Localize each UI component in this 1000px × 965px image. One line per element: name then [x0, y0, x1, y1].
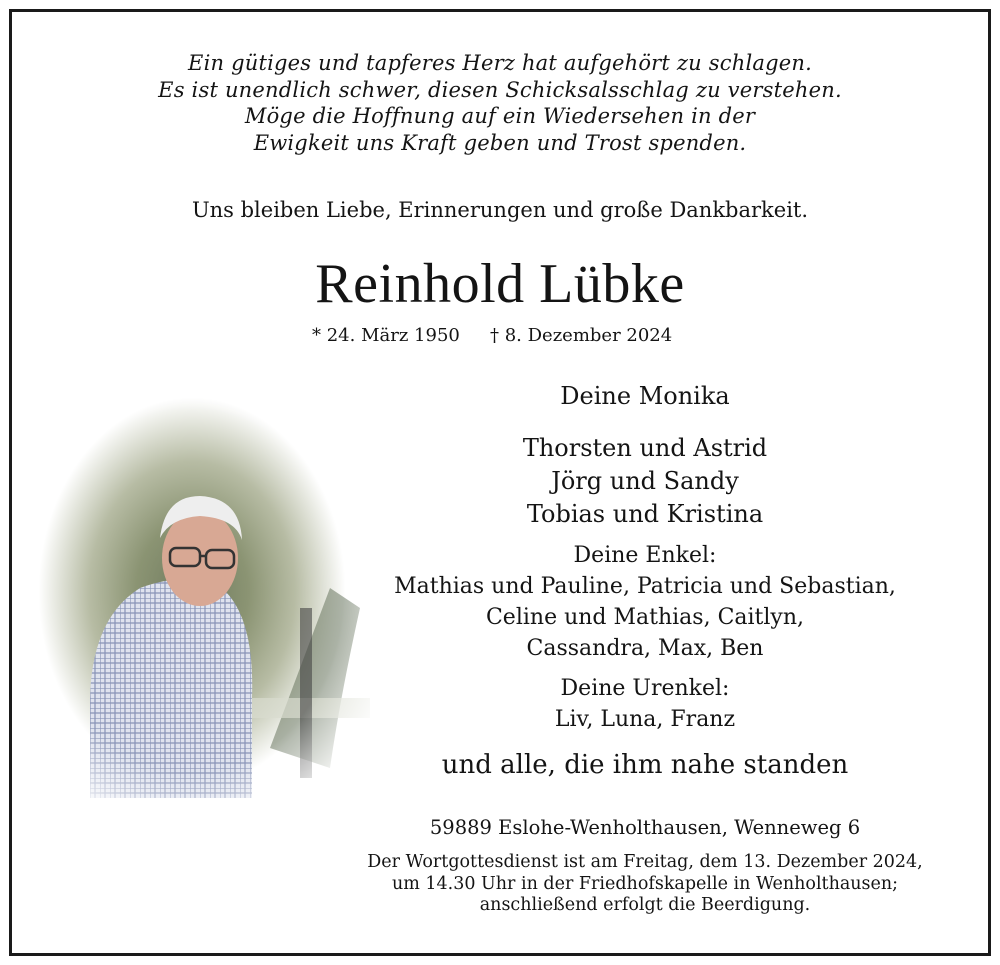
thanks-line: Uns bleiben Liebe, Erinnerungen und große Dankbarkeit. — [191, 198, 809, 222]
spouse-name: Deine Monika — [560, 382, 730, 410]
verse-line: Ewigkeit uns Kraft geben und Trost spenden. — [253, 130, 747, 155]
service-line: anschließend erfolgt die Beerdigung. — [479, 895, 811, 915]
address: 59889 Eslohe-Wenholthausen, Wenneweg 6 — [429, 816, 861, 839]
great-grandchildren-names: Liv, Luna, Franz — [554, 707, 736, 732]
memorial-verse — [0, 50, 1000, 156]
great-grandchildren-heading: Deine Urenkel: — [560, 676, 730, 701]
deceased-name: Reinhold Lübke — [315, 253, 685, 315]
children-list — [390, 432, 900, 531]
birth-date: * 24. März 1950 — [312, 325, 460, 346]
portrait-figure — [30, 368, 390, 798]
grandchildren-line: Celine und Mathias, Caitlyn, — [485, 605, 805, 630]
service-line: Der Wortgottesdienst ist am Freitag, dem 13. Dezember 2024, — [367, 852, 923, 872]
grandchildren-line: Cassandra, Max, Ben — [526, 636, 764, 661]
service-info — [300, 852, 990, 917]
child-couple: Jörg und Sandy — [551, 467, 739, 495]
death-date: † 8. Dezember 2024 — [490, 325, 673, 346]
child-couple: Thorsten und Astrid — [522, 434, 768, 462]
grandchildren-block — [390, 540, 900, 664]
verse-line: Möge die Hoffnung auf ein Wiedersehen in der — [244, 104, 756, 128]
grandchildren-heading: Deine Enkel: — [573, 543, 717, 568]
verse-line: Es ist unendlich schwer, diesen Schicksalsschlag zu verstehen. — [158, 77, 842, 102]
closing-line: und alle, die ihm nahe standen — [441, 750, 849, 780]
verse-line: Ein gütiges und tapferes Herz hat aufgehört zu schlagen. — [188, 51, 812, 75]
grandchildren-line: Mathias und Pauline, Patricia und Sebastian, — [394, 574, 896, 599]
great-grandchildren-block — [390, 673, 900, 735]
service-line: um 14.30 Uhr in der Friedhofskapelle in Wenholthausen; — [391, 873, 899, 894]
child-couple: Tobias und Kristina — [526, 500, 764, 528]
portrait-photo — [30, 368, 390, 798]
